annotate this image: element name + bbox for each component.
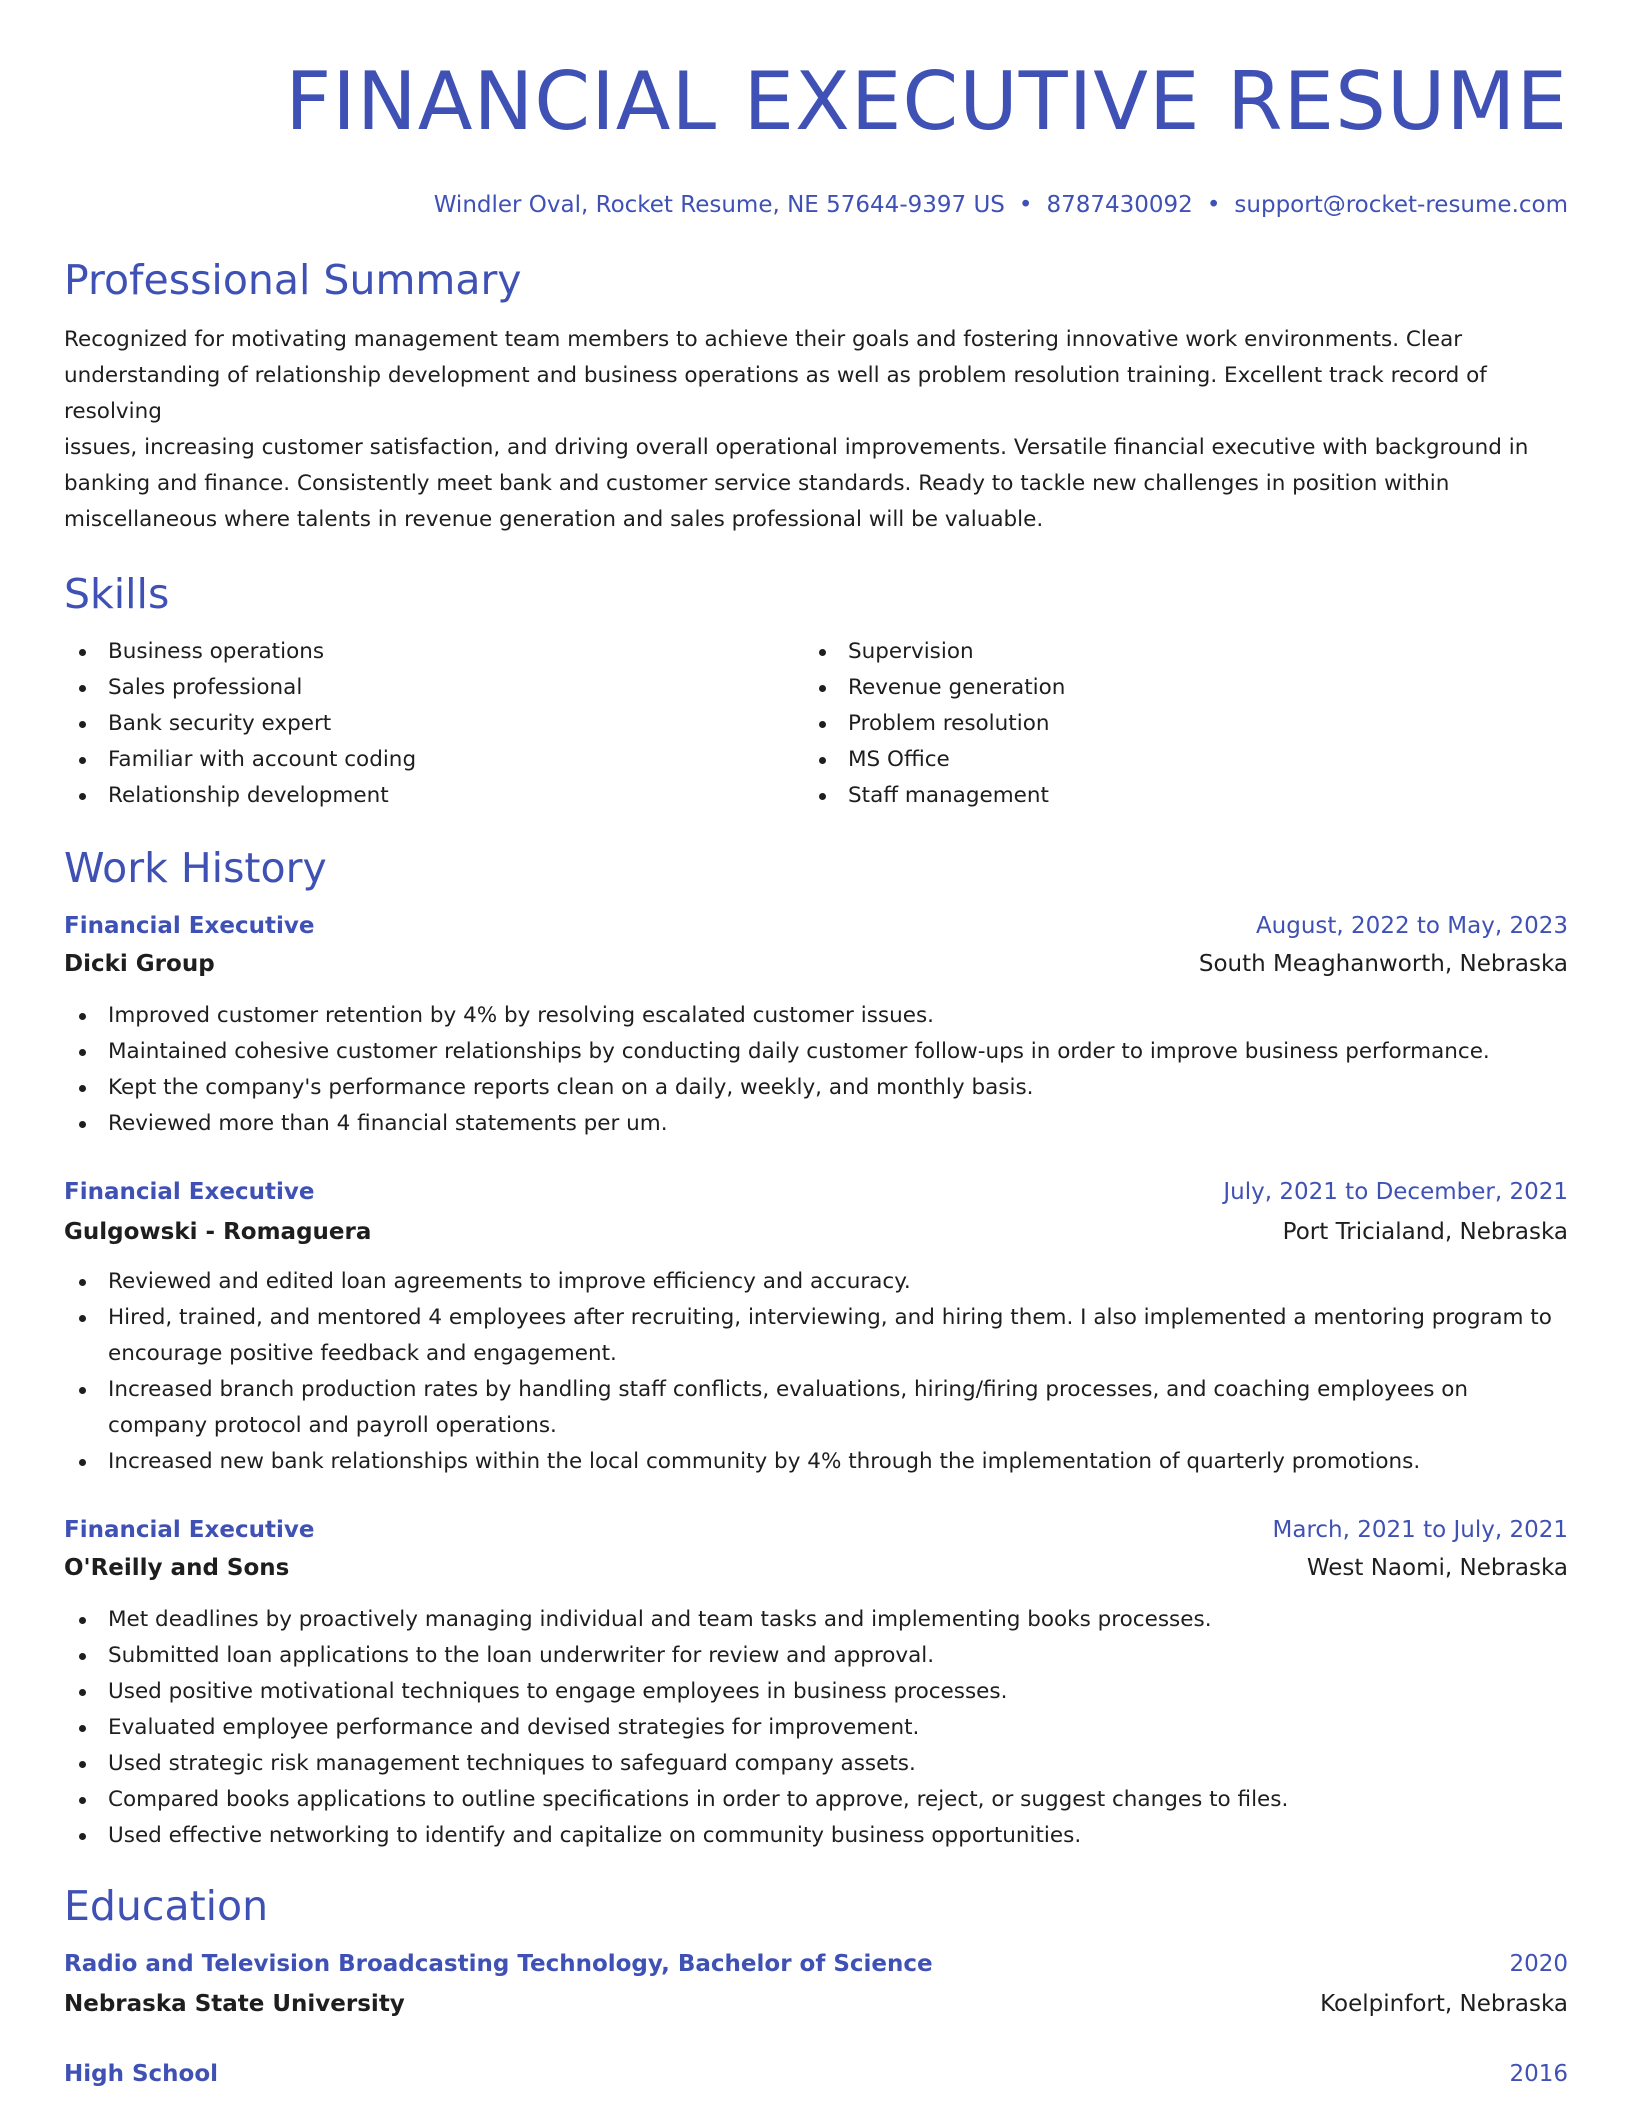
resume-title: FINANCIAL EXECUTIVE RESUME [285, 55, 1568, 148]
job-bullet: Reviewed more than 4 financial statements per um. [64, 1106, 1568, 1142]
education-school-row [64, 1986, 1568, 2022]
job-bullet: Reviewed and edited loan agreements to improve efficiency and accuracy. [64, 1264, 1568, 1300]
job-dates: August, 2022 to May, 2023 [1255, 913, 1568, 939]
education-school: Nebraska State University [64, 1991, 405, 2017]
skill-item: Familiar with account coding [64, 742, 804, 778]
education-section [64, 1880, 1568, 2092]
phone: 8787430092 [1046, 192, 1193, 218]
job-entry [64, 1512, 1568, 1854]
skill-item: MS Office [804, 742, 1544, 778]
summary-line: Recognized for motivating management team members to achieve their goals and fostering innovative work environments. Clear [64, 327, 1463, 352]
skill-item: Revenue generation [804, 670, 1544, 706]
skill-item: Sales professional [64, 670, 804, 706]
job-bullet: Improved customer retention by 4% by resolving escalated customer issues. [64, 998, 1568, 1034]
contact-line [64, 190, 1568, 220]
summary-line: issues, increasing customer satisfaction, and driving overall operational improvements. Versatile financial executive with background in [64, 435, 1529, 460]
section-heading-skills: Skills [64, 570, 170, 618]
job-bullet: Submitted loan applications to the loan underwriter for review and approval. [64, 1638, 1568, 1674]
education-location: Koelpinfort, Nebraska [1320, 1991, 1568, 2017]
job-dates: July, 2021 to December, 2021 [1223, 1179, 1568, 1205]
job-location: South Meaghanworth, Nebraska [1198, 951, 1568, 977]
skill-item: Bank security expert [64, 706, 804, 742]
job-bullet: Increased branch production rates by handling staff conflicts, evaluations, hiring/firing processes, and coaching employees on company protocol and payroll operations. [64, 1372, 1568, 1444]
summary-text [64, 322, 1568, 538]
job-company-row [64, 1550, 1568, 1586]
education-header-row [64, 1946, 1568, 1982]
education-year: 2020 [1509, 1951, 1568, 1977]
job-bullet: Kept the company's performance reports clean on a daily, weekly, and monthly basis. [64, 1070, 1568, 1106]
job-bullet: Met deadlines by proactively managing individual and team tasks and implementing books processes. [64, 1602, 1568, 1638]
skill-item: Relationship development [64, 778, 804, 814]
job-bullets [64, 1264, 1568, 1480]
section-heading-education: Education [64, 1882, 269, 1930]
job-header-row [64, 1512, 1568, 1548]
section-heading-summary: Professional Summary [64, 256, 522, 304]
job-header-row [64, 908, 1568, 944]
job-company: Dicki Group [64, 951, 215, 977]
job-location: West Naomi, Nebraska [1306, 1555, 1568, 1581]
skill-item: Supervision [804, 634, 1544, 670]
job-company-row [64, 946, 1568, 982]
address: Windler Oval, Rocket Resume, NE 57644-9397 US [433, 192, 1005, 218]
job-bullet: Hired, trained, and mentored 4 employees after recruiting, interviewing, and hiring them. I also implemented a mentoring program to encourage positive feedback and engagement. [64, 1300, 1568, 1372]
skill-item: Business operations [64, 634, 804, 670]
education-degree: High School [64, 2061, 219, 2087]
skill-item: Problem resolution [804, 706, 1544, 742]
contact-separator: • [1018, 192, 1033, 218]
job-entry [64, 908, 1568, 1142]
skills-columns [64, 634, 1568, 814]
summary-line: miscellaneous where talents in revenue generation and sales professional will be valuable. [64, 507, 1044, 532]
job-bullet: Used strategic risk management techniques to safeguard company assets. [64, 1746, 1568, 1782]
job-bullet: Increased new bank relationships within the local community by 4% through the implementation of quarterly promotions. [64, 1444, 1568, 1480]
job-title: Financial Executive [64, 1517, 315, 1543]
education-degree: Radio and Television Broadcasting Technology, Bachelor of Science [64, 1951, 933, 1977]
work-history-section [64, 842, 1568, 1854]
summary-line: banking and finance. Consistently meet bank and customer service standards. Ready to tackle new challenges in position within [64, 471, 1450, 496]
skill-item: Staff management [804, 778, 1544, 814]
job-location: Port Tricialand, Nebraska [1282, 1219, 1568, 1245]
education-header-row [64, 2056, 1568, 2092]
job-bullets [64, 998, 1568, 1142]
job-title: Financial Executive [64, 913, 315, 939]
job-bullet: Used effective networking to identify and capitalize on community business opportunities. [64, 1818, 1568, 1854]
skills-section [64, 568, 1568, 814]
skills-list-right [804, 634, 1544, 814]
contact-separator: • [1206, 192, 1221, 218]
job-dates: March, 2021 to July, 2021 [1272, 1517, 1568, 1543]
job-bullet: Maintained cohesive customer relationships by conducting daily customer follow-ups in order to improve business performance. [64, 1034, 1568, 1070]
summary-line: understanding of relationship development and business operations as well as problem resolution training. Excellent track record of resolving [64, 363, 1487, 424]
email-link[interactable]: support@rocket-resume.com [1234, 192, 1568, 218]
skills-list-left [64, 634, 804, 814]
job-company: Gulgowski - Romaguera [64, 1219, 372, 1245]
job-bullet: Evaluated employee performance and devised strategies for improvement. [64, 1710, 1568, 1746]
job-header-row [64, 1174, 1568, 1210]
education-entry [64, 1946, 1568, 2022]
professional-summary-section [64, 254, 1568, 538]
job-entry [64, 1174, 1568, 1480]
job-company-row [64, 1214, 1568, 1250]
job-bullet: Used positive motivational techniques to engage employees in business processes. [64, 1674, 1568, 1710]
education-entry [64, 2056, 1568, 2092]
job-bullet: Compared books applications to outline specifications in order to approve, reject, or suggest changes to files. [64, 1782, 1568, 1818]
job-company: O'Reilly and Sons [64, 1555, 290, 1581]
section-heading-work-history: Work History [64, 844, 327, 892]
education-year: 2016 [1509, 2061, 1568, 2087]
job-title: Financial Executive [64, 1179, 315, 1205]
job-bullets [64, 1602, 1568, 1854]
